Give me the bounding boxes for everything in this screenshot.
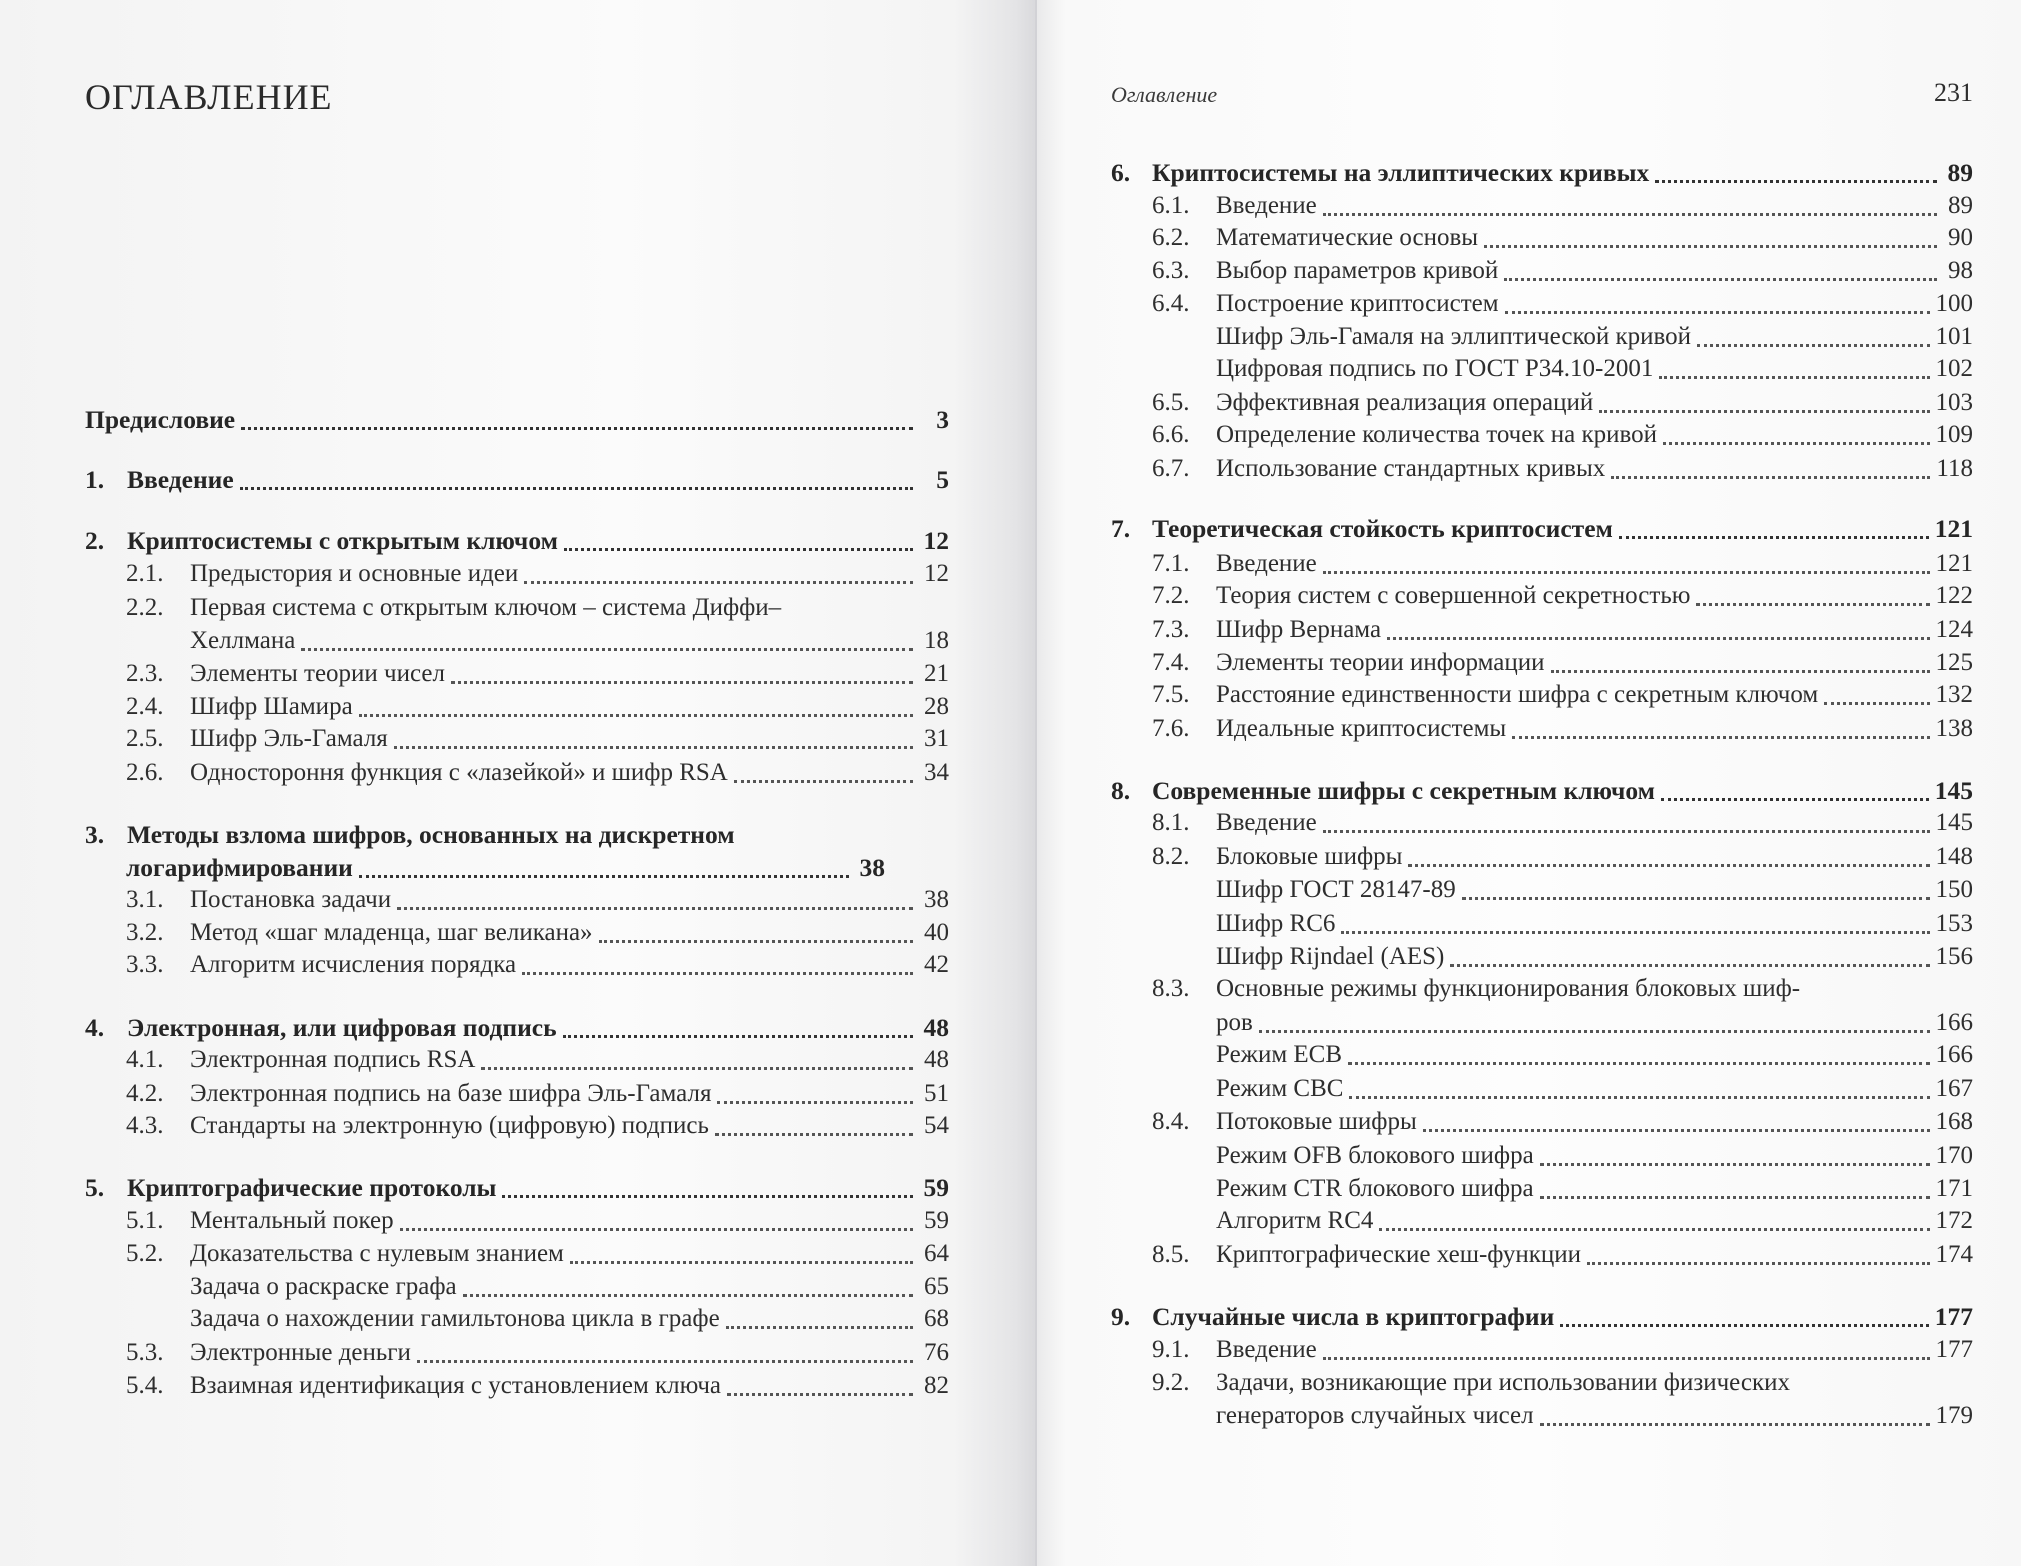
toc-entry-number: 7.6. [1152, 715, 1190, 742]
toc-entry-number: 6.7. [1152, 455, 1190, 482]
toc-section-entry[interactable] [1216, 1073, 1973, 1105]
toc-section-entry[interactable] [1152, 580, 1973, 612]
toc-entry-number: 7.2. [1152, 582, 1190, 609]
toc-entry-page: 12 [924, 560, 949, 587]
toc-chapter-entry[interactable] [1111, 775, 1973, 807]
toc-section-entry[interactable] [1216, 1400, 1973, 1432]
toc-entry-number: 4.2. [126, 1080, 164, 1107]
toc-entry-number: 4.1. [126, 1046, 164, 1073]
toc-entry-title: Идеальные криптосистемы [1216, 715, 1507, 742]
toc-section-entry[interactable] [1152, 841, 1973, 873]
dot-leader [1551, 669, 1930, 673]
toc-entry-number: 2.1. [126, 560, 164, 587]
dot-leader [1696, 602, 1929, 606]
dot-leader [726, 1325, 913, 1329]
toc-entry-page: 102 [1935, 355, 1973, 382]
toc-entry-page: 48 [923, 1013, 949, 1042]
toc-section-entry[interactable] [1152, 1367, 1973, 1399]
toc-entry-page: 42 [924, 951, 949, 978]
toc-section-entry[interactable] [1152, 713, 1973, 745]
toc-section-entry[interactable] [126, 1078, 949, 1110]
dot-leader [1323, 570, 1930, 574]
dot-leader [1540, 1422, 1930, 1426]
toc-entry-page: 21 [924, 660, 949, 687]
toc-entry-page: 166 [1935, 1009, 1973, 1036]
toc-entry-number: 1. [85, 465, 105, 494]
toc-section-entry[interactable] [126, 757, 949, 789]
toc-entry-title: Режим ECB [1216, 1041, 1343, 1068]
dot-leader [727, 1392, 913, 1396]
toc-entry-title: Предисловие [85, 405, 236, 434]
toc-entry-number: 6.4. [1152, 290, 1190, 317]
dot-leader [359, 713, 913, 717]
dot-leader [1341, 930, 1929, 934]
toc-entry-title: Шифр Вернама [1216, 616, 1382, 643]
toc-entry-number: 7.5. [1152, 681, 1190, 708]
toc-section-entry[interactable] [1216, 874, 1973, 906]
toc-section-entry[interactable] [1216, 353, 1973, 385]
toc-section-entry[interactable] [126, 1044, 949, 1076]
dot-leader [1504, 277, 1937, 281]
dot-leader [1408, 863, 1929, 867]
toc-entry-title: Шифр Эль-Гамаля на эллиптической кривой [1216, 323, 1691, 350]
toc-entry-page: 89 [1947, 158, 1973, 187]
toc-section-entry[interactable] [126, 723, 949, 755]
toc-entry-title: Криптосистемы на эллиптических кривых [1152, 158, 1650, 187]
toc-section-entry[interactable] [126, 658, 949, 690]
toc-section-entry[interactable] [126, 884, 949, 916]
toc-section-entry[interactable] [1152, 288, 1973, 320]
toc-entry-page: 177 [1934, 1302, 1973, 1331]
toc-entry-page: 170 [1935, 1142, 1973, 1169]
toc-entry-title: Потоковые шифры [1216, 1108, 1417, 1135]
toc-entry-title: Введение [1216, 809, 1317, 836]
toc-entry-title: Элементы теории чисел [190, 660, 445, 687]
toc-entry-number: 2.3. [126, 660, 164, 687]
toc-entry-page: 51 [924, 1080, 949, 1107]
toc-entry-page: 12 [923, 526, 949, 555]
toc-entry-title: Предыстория и основные идеи [190, 560, 519, 587]
toc-entry-page: 40 [924, 919, 949, 946]
toc-entry-title: Электронная подпись на базе шифра Эль-Гамаля [190, 1080, 712, 1107]
toc-entry-title: Режим CTR блокового шифра [1216, 1175, 1534, 1202]
toc-section-entry[interactable] [1216, 1039, 1973, 1071]
toc-entry-title: Введение [127, 465, 234, 494]
toc-entry-title: Введение [1216, 550, 1317, 577]
toc-entry-page: 153 [1935, 910, 1973, 937]
toc-entry-page: 28 [924, 693, 949, 720]
toc-section-entry[interactable] [1152, 647, 1973, 679]
toc-section-entry[interactable] [126, 1110, 949, 1142]
toc-entry-page: 65 [924, 1273, 949, 1300]
toc-entry-page: 59 [924, 1207, 949, 1234]
toc-entry-page: 98 [1948, 257, 1973, 284]
toc-section-entry[interactable] [1152, 419, 1973, 451]
toc-section-entry[interactable] [1152, 1106, 1973, 1138]
toc-entry-title: Алгоритм RC4 [1216, 1207, 1374, 1234]
toc-entry-number: 2.6. [126, 759, 164, 786]
toc-entry-title: логарифмировании [126, 853, 353, 882]
toc-entry-title: Шифр Шамира [190, 693, 353, 720]
toc-entry-page: 148 [1935, 843, 1973, 870]
toc-section-entry[interactable] [1152, 679, 1973, 711]
toc-section-entry[interactable] [1152, 548, 1973, 580]
toc-chapter-entry[interactable] [85, 819, 949, 851]
toc-entry-number: 4.3. [126, 1112, 164, 1139]
toc-section-entry[interactable] [1152, 1334, 1973, 1366]
toc-entry-number: 6.3. [1152, 257, 1190, 284]
toc-section-entry[interactable] [1152, 1239, 1973, 1271]
toc-entry-number: 9. [1111, 1302, 1131, 1331]
toc-entry-title: Стандарты на электронную (цифровую) подпись [190, 1112, 709, 1139]
dot-leader [563, 1034, 913, 1038]
toc-chapter-entry[interactable] [85, 1012, 949, 1044]
toc-entry-page: 48 [924, 1046, 949, 1073]
toc-entry-number: 5.3. [126, 1339, 164, 1366]
toc-entry-title: Блоковые шифры [1216, 843, 1403, 870]
toc-entry-title: Электронная, или цифровая подпись [127, 1013, 557, 1042]
toc-section-entry[interactable] [1216, 1140, 1973, 1172]
toc-entry-number: 7.1. [1152, 550, 1190, 577]
dot-leader [715, 1132, 913, 1136]
toc-entry-number: 7.4. [1152, 649, 1190, 676]
toc-section-entry[interactable] [190, 625, 949, 657]
toc-section-entry[interactable] [190, 1271, 949, 1303]
toc-entry-page: 150 [1935, 876, 1973, 903]
toc-entry-title: Взаимная идентификация с установлением ключа [190, 1372, 722, 1399]
toc-entry-number: 9.1. [1152, 1336, 1190, 1363]
toc-entry-page: 156 [1935, 943, 1973, 970]
dot-leader [1540, 1162, 1930, 1166]
toc-entry-page: 174 [1935, 1241, 1973, 1268]
toc-section-entry[interactable] [126, 558, 949, 590]
toc-entry-title: Задача о раскраске графа [190, 1273, 457, 1300]
toc-section-entry[interactable] [126, 1238, 949, 1270]
toc-entry-page: 121 [1935, 550, 1973, 577]
toc-entry-page: 166 [1935, 1041, 1973, 1068]
toc-section-entry[interactable] [1152, 222, 1973, 254]
toc-section-entry[interactable] [126, 1337, 949, 1369]
toc-entry-title: Теория систем с совершенной секретностью [1216, 582, 1691, 609]
dot-leader [1484, 244, 1937, 248]
toc-entry-page: 101 [1935, 323, 1973, 350]
toc-entry-number: 8.3. [1152, 975, 1190, 1002]
toc-entry-number: 2.5. [126, 725, 164, 752]
toc-entry-title: Эффективная реализация операций [1216, 389, 1594, 416]
dot-leader [502, 1194, 913, 1198]
toc-entry-title: Цифровая подпись по ГОСТ Р34.10-2001 [1216, 355, 1654, 382]
dot-leader [1661, 797, 1929, 801]
toc-entry-number: 6.6. [1152, 421, 1190, 448]
toc-entry-title: Введение [1216, 1336, 1317, 1363]
toc-entry-title: Криптографические протоколы [127, 1173, 497, 1202]
toc-entry-page: 38 [924, 886, 949, 913]
toc-section-entry[interactable] [126, 592, 949, 624]
toc-entry-page: 18 [924, 627, 949, 654]
toc-entry-title: Введение [1216, 192, 1317, 219]
toc-entry-number: 7. [1111, 514, 1131, 543]
toc-chapter-entry[interactable] [85, 464, 949, 496]
toc-entry-page: 103 [1935, 389, 1973, 416]
toc-entry-number: 5.1. [126, 1207, 164, 1234]
toc-entry-title: Электронная подпись RSA [190, 1046, 476, 1073]
toc-entry-page: 76 [924, 1339, 949, 1366]
dot-leader [1512, 735, 1929, 739]
toc-entry-page: 68 [924, 1305, 949, 1332]
dot-leader [1462, 896, 1930, 900]
page-number: 231 [1934, 78, 1973, 107]
dot-leader [463, 1293, 913, 1297]
toc-section-entry[interactable] [1152, 255, 1973, 287]
toc-entry-title: Методы взлома шифров, основанных на дискретном [127, 820, 735, 849]
toc-entry-title: Использование стандартных кривых [1216, 455, 1606, 482]
toc-entry-title: Хеллмана [190, 627, 296, 654]
toc-entry-title: Одностороння функция с «лазейкой» и шифр RSA [190, 759, 728, 786]
dot-leader [1387, 636, 1929, 640]
toc-entry-title: Доказательства с нулевым знанием [190, 1240, 564, 1267]
dot-leader [394, 745, 913, 749]
dot-leader [1540, 1195, 1930, 1199]
toc-entry-number: 4. [85, 1013, 105, 1042]
toc-entry-number: 6.1. [1152, 192, 1190, 219]
toc-entry-number: 8. [1111, 776, 1131, 805]
toc-entry-page: 82 [924, 1372, 949, 1399]
toc-section-entry[interactable] [1152, 387, 1973, 419]
toc-section-entry[interactable] [126, 1205, 949, 1237]
toc-chapter-entry[interactable] [85, 404, 949, 436]
toc-entry-title: ров [1216, 1009, 1253, 1036]
toc-entry-page: 90 [1948, 224, 1973, 251]
dot-leader [1323, 829, 1930, 833]
toc-entry-number: 8.2. [1152, 843, 1190, 870]
toc-entry-page: 172 [1935, 1207, 1973, 1234]
toc-entry-page: 38 [859, 853, 885, 882]
toc-entry-number: 3.3. [126, 951, 164, 978]
toc-title: ОГЛАВЛЕНИЕ [85, 77, 333, 117]
toc-entry-number: 5. [85, 1173, 105, 1202]
toc-entry-page: 89 [1948, 192, 1973, 219]
dot-leader [417, 1359, 913, 1363]
dot-leader [241, 426, 913, 430]
toc-entry-title: Построение криптосистем [1216, 290, 1499, 317]
toc-entry-number: 6.5. [1152, 389, 1190, 416]
dot-leader [1349, 1095, 1929, 1099]
toc-entry-page: 54 [924, 1112, 949, 1139]
toc-section-entry[interactable] [1152, 807, 1973, 839]
toc-entry-title: Основные режимы функционирования блоковых шиф- [1216, 975, 1801, 1002]
dot-leader [1259, 1029, 1930, 1033]
toc-entry-title: Режим OFB блокового шифра [1216, 1142, 1534, 1169]
toc-entry-title: Шифр ГОСТ 28147-89 [1216, 876, 1456, 903]
dot-leader [1505, 310, 1930, 314]
toc-entry-title: Шифр Rijndael (AES) [1216, 943, 1445, 970]
toc-entry-number: 9.2. [1152, 1369, 1190, 1396]
toc-section-entry[interactable] [126, 691, 949, 723]
toc-entry-title: Выбор параметров кривой [1216, 257, 1499, 284]
toc-entry-number: 8.5. [1152, 1241, 1190, 1268]
dot-leader [301, 647, 913, 651]
toc-entry-number: 5.4. [126, 1372, 164, 1399]
toc-entry-page: 31 [924, 725, 949, 752]
toc-entry-number: 3.2. [126, 919, 164, 946]
toc-entry-number: 8.1. [1152, 809, 1190, 836]
toc-chapter-entry[interactable] [1111, 157, 1973, 189]
toc-section-entry[interactable] [1216, 1173, 1973, 1205]
toc-entry-title: Алгоритм исчисления порядка [190, 951, 517, 978]
toc-entry-page: 3 [936, 405, 949, 434]
dot-leader [570, 1260, 913, 1264]
toc-entry-page: 179 [1935, 1402, 1973, 1429]
toc-chapter-entry[interactable] [1111, 1301, 1973, 1333]
toc-entry-title: Постановка задачи [190, 886, 392, 913]
toc-entry-page: 109 [1935, 421, 1973, 448]
toc-entry-number: 5.2. [126, 1240, 164, 1267]
toc-entry-number: 7.3. [1152, 616, 1190, 643]
toc-section-entry[interactable] [1216, 1205, 1973, 1237]
toc-entry-title: Задача о нахождении гамильтонова цикла в графе [190, 1305, 720, 1332]
dot-leader [717, 1100, 913, 1104]
dot-leader [1587, 1261, 1929, 1265]
dot-leader [564, 547, 913, 551]
dot-leader [1659, 375, 1929, 379]
toc-entry-number: 2.4. [126, 693, 164, 720]
toc-entry-number: 8.4. [1152, 1108, 1190, 1135]
toc-section-entry[interactable] [126, 949, 949, 981]
dot-leader [1824, 701, 1929, 705]
toc-entry-page: 168 [1935, 1108, 1973, 1135]
toc-section-entry[interactable] [1152, 973, 1973, 1005]
toc-section-entry[interactable] [126, 917, 949, 949]
dot-leader [1619, 535, 1929, 539]
toc-entry-title: Режим CBC [1216, 1075, 1344, 1102]
dot-leader [1348, 1061, 1929, 1065]
toc-entry-page: 171 [1935, 1175, 1973, 1202]
toc-entry-title: Определение количества точек на кривой [1216, 421, 1658, 448]
dot-leader [1655, 179, 1937, 183]
toc-section-entry[interactable] [1216, 908, 1973, 940]
toc-entry-page: 145 [1935, 809, 1973, 836]
toc-entry-number: 2.2. [126, 594, 164, 621]
dot-leader [1323, 212, 1937, 216]
toc-section-entry[interactable] [1216, 941, 1973, 973]
toc-chapter-entry[interactable] [1111, 513, 1973, 545]
dot-leader [1697, 343, 1930, 347]
toc-entry-page: 125 [1935, 649, 1973, 676]
dot-leader [397, 906, 913, 910]
toc-entry-page: 122 [1935, 582, 1973, 609]
dot-leader [359, 874, 849, 878]
toc-entry-title: Ментальный покер [190, 1207, 394, 1234]
toc-entry-page: 64 [924, 1240, 949, 1267]
toc-section-entry[interactable] [190, 1303, 949, 1335]
dot-leader [1560, 1323, 1928, 1327]
toc-section-entry[interactable] [1216, 321, 1973, 353]
toc-chapter-entry[interactable] [85, 525, 949, 557]
toc-entry-title: Современные шифры с секретным ключом [1152, 776, 1656, 805]
dot-leader [451, 680, 913, 684]
dot-leader [522, 971, 913, 975]
toc-entry-page: 5 [936, 465, 949, 494]
toc-entry-page: 177 [1935, 1336, 1973, 1363]
toc-entry-number: 3. [85, 820, 105, 849]
toc-section-entry[interactable] [126, 1370, 949, 1402]
dot-leader [524, 580, 913, 584]
dot-leader [1611, 475, 1930, 479]
toc-entry-page: 138 [1935, 715, 1973, 742]
dot-leader [481, 1066, 913, 1070]
toc-entry-number: 6. [1111, 158, 1131, 187]
toc-entry-title: Электронные деньги [190, 1339, 411, 1366]
toc-entry-page: 124 [1935, 616, 1973, 643]
toc-entry-number: 3.1. [126, 886, 164, 913]
dot-leader [1450, 963, 1929, 967]
toc-chapter-entry[interactable] [85, 1172, 949, 1204]
toc-entry-title: Шифр Эль-Гамаля [190, 725, 388, 752]
toc-chapter-entry[interactable] [126, 852, 885, 884]
toc-entry-page: 121 [1934, 514, 1973, 543]
toc-entry-title: Шифр RC6 [1216, 910, 1336, 937]
dot-leader [599, 939, 913, 943]
running-head: Оглавление [1111, 82, 1218, 107]
toc-entry-page: 118 [1936, 455, 1973, 482]
dot-leader [240, 486, 913, 490]
book-gutter [1035, 0, 1037, 1566]
toc-entry-title: Метод «шаг младенца, шаг великана» [190, 919, 593, 946]
toc-entry-title: Криптографические хеш-функции [1216, 1241, 1582, 1268]
dot-leader [1423, 1128, 1930, 1132]
dot-leader [1323, 1356, 1930, 1360]
toc-section-entry[interactable] [1152, 614, 1973, 646]
toc-entry-page: 132 [1935, 681, 1973, 708]
toc-entry-page: 100 [1935, 290, 1973, 317]
toc-entry-page: 34 [924, 759, 949, 786]
dot-leader [1379, 1227, 1929, 1231]
toc-entry-title: Теоретическая стойкость криптосистем [1152, 514, 1613, 543]
toc-section-entry[interactable] [1216, 1007, 1973, 1039]
toc-entry-title: Математические основы [1216, 224, 1479, 251]
toc-entry-title: Случайные числа в криптографии [1152, 1302, 1555, 1331]
toc-entry-title: генераторов случайных чисел [1216, 1402, 1534, 1429]
toc-section-entry[interactable] [1152, 190, 1973, 222]
toc-entry-page: 145 [1934, 776, 1973, 805]
dot-leader [734, 779, 913, 783]
toc-entry-title: Криптосистемы с открытым ключом [127, 526, 558, 555]
dot-leader [400, 1227, 913, 1231]
toc-entry-number: 6.2. [1152, 224, 1190, 251]
toc-section-entry[interactable] [1152, 453, 1973, 485]
toc-entry-page: 59 [923, 1173, 949, 1202]
toc-entry-title: Первая система с открытым ключом – система Диффи– [190, 594, 782, 621]
dot-leader [1599, 409, 1929, 413]
toc-entry-number: 2. [85, 526, 105, 555]
toc-entry-title: Задачи, возникающие при использовании физических [1216, 1369, 1791, 1396]
toc-entry-page: 167 [1935, 1075, 1973, 1102]
toc-entry-title: Расстояние единственности шифра с секретным ключом [1216, 681, 1819, 708]
toc-entry-title: Элементы теории информации [1216, 649, 1545, 676]
dot-leader [1663, 441, 1929, 445]
